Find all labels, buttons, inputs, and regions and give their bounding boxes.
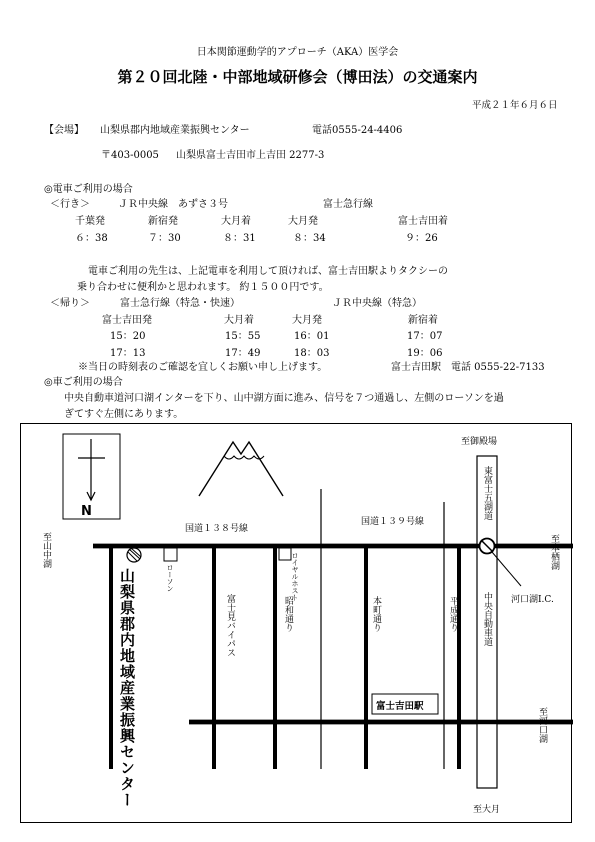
outbound-header: 富士吉田着 bbox=[398, 216, 448, 227]
route-138-label: 国道１３８号線 bbox=[185, 524, 249, 534]
return-time: 17：07 bbox=[407, 331, 443, 342]
return-time: 17：49 bbox=[225, 348, 261, 359]
to-motosuko-label: 至本栖湖 bbox=[549, 534, 559, 570]
to-otsuki-label: 至大月 bbox=[473, 805, 501, 815]
timetable-confirm-note: ※当日の時刻表のご確認を宜しくお願い申し上げます。 bbox=[78, 362, 328, 373]
date: 平成２１年６月６日 bbox=[472, 100, 558, 111]
car-directions: 中央自動車道河口湖インターを下り、山中湖方面に進み、信号を７つ通過し、左側のローソンを過 bbox=[64, 393, 504, 404]
organization-name: 日本関節運動学的アプローチ（AKA）医学会 bbox=[196, 47, 399, 58]
royal-host-marker bbox=[279, 548, 291, 560]
royal-host-label: ロイヤルホスト bbox=[291, 552, 299, 601]
kawaguchiko-ic-label: 河口湖I.C. bbox=[511, 595, 554, 605]
honcho-dori-label: 本町通り bbox=[371, 596, 381, 632]
access-map bbox=[20, 423, 572, 823]
page-title: 第２０回北陸・中部地域研修会（博田法）の交通案内 bbox=[117, 68, 478, 86]
station-phone: 富士吉田駅 電話 0555-22-7133 bbox=[391, 362, 545, 373]
outbound-header: 新宿発 bbox=[148, 216, 178, 227]
showa-dori-label: 昭和通り bbox=[283, 596, 293, 632]
outbound-time: ６：38 bbox=[75, 233, 108, 244]
venue-phone: 電話0555-24-4406 bbox=[312, 125, 403, 136]
venue-address: 山梨県富士吉田市上吉田 2277-3 bbox=[176, 150, 325, 161]
mountain-icon bbox=[199, 442, 283, 496]
return-time: 15：20 bbox=[110, 331, 146, 342]
venue-name: 山梨県郡内地域産業振興センター bbox=[100, 125, 250, 136]
return-label: ＜帰り＞ bbox=[50, 298, 90, 309]
return-header: 大月着 bbox=[224, 315, 254, 326]
outbound-time: ９：26 bbox=[405, 233, 438, 244]
venue-postal: 〒403-0005 bbox=[101, 150, 159, 161]
train-heading: ◎電車ご利用の場合 bbox=[44, 184, 133, 195]
return-time: 18：03 bbox=[294, 348, 330, 359]
outbound-line-jr: ＪＲ中央線 あずさ３号 bbox=[118, 199, 228, 210]
return-line-jr: ＪＲ中央線（特急） bbox=[332, 298, 422, 309]
fujimi-bypass-label: 富士見バイパス bbox=[225, 594, 235, 657]
return-line-fujikyu: 富士急行線（特急・快速） bbox=[120, 298, 240, 309]
venue-label: 【会場】 bbox=[44, 125, 84, 136]
heisei-dori-label: 平成通り bbox=[448, 596, 458, 632]
return-header: 大月発 bbox=[292, 315, 322, 326]
to-kawaguchiko-label: 至河口湖 bbox=[537, 707, 547, 743]
return-time: 15：55 bbox=[225, 331, 261, 342]
chuo-expressway-label: 中央自動車道 bbox=[482, 592, 492, 646]
car-heading: ◎車ご利用の場合 bbox=[44, 377, 123, 388]
to-gotemba-label: 至御殿場 bbox=[461, 437, 498, 447]
return-time: 16：01 bbox=[294, 331, 330, 342]
return-header: 富士吉田発 bbox=[102, 315, 152, 326]
outbound-header: 千葉発 bbox=[75, 216, 105, 227]
outbound-time: ８：34 bbox=[293, 233, 326, 244]
outbound-label: ＜行き＞ bbox=[50, 199, 90, 210]
train-note: 電車ご利用の先生は、上記電車を利用して頂ければ、富士吉田駅よりタクシーの bbox=[88, 266, 448, 277]
outbound-time: ７：30 bbox=[148, 233, 181, 244]
route-139-label: 国道１３９号線 bbox=[361, 517, 425, 527]
venue-vertical-label: 山梨県郡内地域産業振興センター bbox=[118, 568, 136, 808]
outbound-header: 大月着 bbox=[221, 216, 251, 227]
outbound-line-fujikyu: 富士急行線 bbox=[323, 199, 373, 210]
car-directions: ぎてすぐ左側にあります。 bbox=[64, 409, 184, 420]
lawson-label: ローソン bbox=[166, 564, 174, 592]
east-fuji-road-label: 東富士五湖道 bbox=[482, 466, 492, 520]
station-label: 富士吉田駅 bbox=[376, 701, 424, 712]
return-time: 17：13 bbox=[110, 348, 146, 359]
return-time: 19：06 bbox=[407, 348, 443, 359]
to-yamanakako-label: 至山中湖 bbox=[41, 532, 51, 568]
outbound-header: 大月発 bbox=[288, 216, 318, 227]
return-header: 新宿着 bbox=[408, 315, 438, 326]
outbound-time: ８：31 bbox=[223, 233, 256, 244]
train-note: 乗り合わせに便利かと思われます。 約１５００円です。 bbox=[77, 282, 329, 293]
compass-label: N bbox=[81, 504, 92, 519]
lawson-marker bbox=[164, 548, 177, 561]
